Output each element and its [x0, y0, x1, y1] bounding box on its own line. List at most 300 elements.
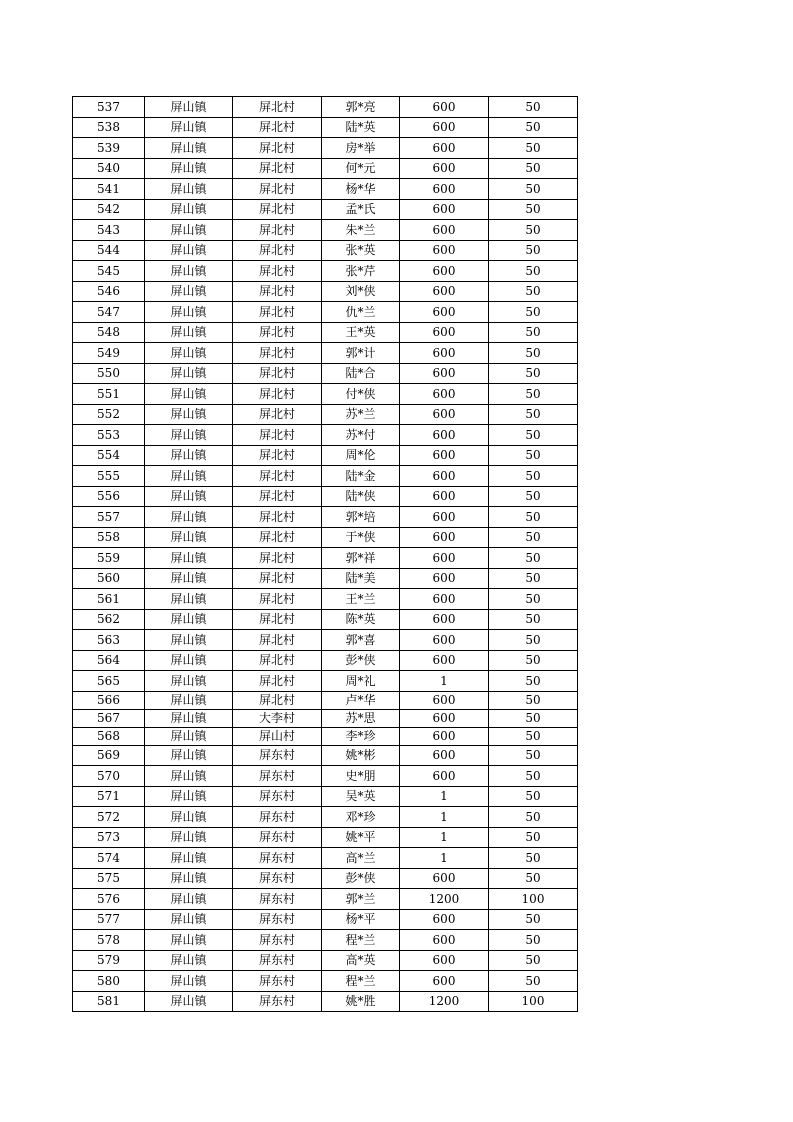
- cell-name: 房*举: [322, 138, 400, 159]
- cell-row-number: 564: [73, 650, 145, 671]
- cell-name: 苏*付: [322, 425, 400, 446]
- cell-name: 周*礼: [322, 671, 400, 692]
- table-row: [73, 363, 578, 384]
- cell-name: 陈*英: [322, 609, 400, 630]
- cell-row-number: 575: [73, 868, 145, 889]
- cell-town: 屏山镇: [145, 727, 233, 745]
- cell-amount: 600: [400, 709, 489, 727]
- cell-row-number: 574: [73, 848, 145, 869]
- cell-subsidy: 100: [489, 991, 578, 1012]
- cell-town: 屏山镇: [145, 766, 233, 787]
- cell-town: 屏山镇: [145, 848, 233, 869]
- table-row: [73, 827, 578, 848]
- cell-name: 陆*金: [322, 466, 400, 487]
- cell-amount: 600: [400, 158, 489, 179]
- cell-name: 姚*胜: [322, 991, 400, 1012]
- cell-row-number: 576: [73, 889, 145, 910]
- cell-row-number: 579: [73, 950, 145, 971]
- cell-town: 屏山镇: [145, 384, 233, 405]
- cell-name: 仇*兰: [322, 302, 400, 323]
- table-row: [73, 404, 578, 425]
- cell-village: 屏东村: [233, 909, 322, 930]
- table-row: [73, 302, 578, 323]
- cell-village: 屏东村: [233, 786, 322, 807]
- cell-row-number: 540: [73, 158, 145, 179]
- cell-subsidy: 50: [489, 404, 578, 425]
- table-row: [73, 650, 578, 671]
- cell-row-number: 557: [73, 507, 145, 528]
- cell-village: 屏北村: [233, 425, 322, 446]
- cell-village: 屏北村: [233, 445, 322, 466]
- cell-amount: 600: [400, 466, 489, 487]
- table-row: [73, 117, 578, 138]
- cell-town: 屏山镇: [145, 889, 233, 910]
- cell-amount: 600: [400, 97, 489, 118]
- cell-village: 屏东村: [233, 930, 322, 951]
- cell-name: 陆*美: [322, 568, 400, 589]
- cell-amount: 1: [400, 671, 489, 692]
- table-row: [73, 807, 578, 828]
- cell-village: 屏东村: [233, 950, 322, 971]
- cell-row-number: 571: [73, 786, 145, 807]
- cell-town: 屏山镇: [145, 281, 233, 302]
- cell-village: 屏东村: [233, 868, 322, 889]
- cell-village: 屏北村: [233, 199, 322, 220]
- cell-name: 王*英: [322, 322, 400, 343]
- table-row: [73, 445, 578, 466]
- cell-name: 苏*兰: [322, 404, 400, 425]
- cell-name: 刘*侠: [322, 281, 400, 302]
- cell-amount: 600: [400, 240, 489, 261]
- cell-town: 屏山镇: [145, 97, 233, 118]
- cell-row-number: 537: [73, 97, 145, 118]
- cell-subsidy: 50: [489, 548, 578, 569]
- table-row: [73, 568, 578, 589]
- cell-subsidy: 50: [489, 486, 578, 507]
- cell-village: 屏北村: [233, 589, 322, 610]
- cell-amount: 1: [400, 786, 489, 807]
- cell-name: 郭*亮: [322, 97, 400, 118]
- cell-amount: 600: [400, 630, 489, 651]
- cell-town: 屏山镇: [145, 158, 233, 179]
- cell-village: 屏北村: [233, 179, 322, 200]
- cell-village: 屏东村: [233, 745, 322, 766]
- cell-village: 屏东村: [233, 971, 322, 992]
- table-row: [73, 322, 578, 343]
- cell-subsidy: 50: [489, 745, 578, 766]
- cell-amount: 600: [400, 507, 489, 528]
- cell-name: 彭*侠: [322, 650, 400, 671]
- cell-subsidy: 50: [489, 507, 578, 528]
- cell-name: 何*元: [322, 158, 400, 179]
- cell-row-number: 553: [73, 425, 145, 446]
- cell-amount: 600: [400, 950, 489, 971]
- cell-village: 屏东村: [233, 848, 322, 869]
- cell-subsidy: 50: [489, 589, 578, 610]
- cell-village: 屏东村: [233, 766, 322, 787]
- cell-village: 屏东村: [233, 889, 322, 910]
- cell-name: 郭*喜: [322, 630, 400, 651]
- cell-village: 屏北村: [233, 486, 322, 507]
- cell-town: 屏山镇: [145, 527, 233, 548]
- cell-subsidy: 50: [489, 240, 578, 261]
- cell-row-number: 562: [73, 609, 145, 630]
- cell-name: 史*朋: [322, 766, 400, 787]
- cell-row-number: 567: [73, 709, 145, 727]
- cell-name: 杨*华: [322, 179, 400, 200]
- cell-village: 屏北村: [233, 404, 322, 425]
- cell-subsidy: 50: [489, 138, 578, 159]
- table-row: [73, 727, 578, 745]
- cell-name: 姚*彬: [322, 745, 400, 766]
- cell-village: 屏北村: [233, 568, 322, 589]
- cell-subsidy: 50: [489, 158, 578, 179]
- cell-subsidy: 50: [489, 786, 578, 807]
- cell-town: 屏山镇: [145, 589, 233, 610]
- cell-amount: 600: [400, 179, 489, 200]
- cell-town: 屏山镇: [145, 404, 233, 425]
- cell-name: 郭*兰: [322, 889, 400, 910]
- cell-subsidy: 50: [489, 868, 578, 889]
- table-row: [73, 950, 578, 971]
- cell-amount: 600: [400, 384, 489, 405]
- cell-town: 屏山镇: [145, 507, 233, 528]
- cell-amount: 1: [400, 848, 489, 869]
- cell-village: 屏北村: [233, 363, 322, 384]
- cell-village: 屏北村: [233, 220, 322, 241]
- cell-amount: 1: [400, 807, 489, 828]
- table-row: [73, 179, 578, 200]
- cell-amount: 600: [400, 727, 489, 745]
- cell-name: 程*兰: [322, 971, 400, 992]
- table-row: [73, 466, 578, 487]
- cell-subsidy: 50: [489, 117, 578, 138]
- cell-name: 高*兰: [322, 848, 400, 869]
- table-row: [73, 384, 578, 405]
- cell-name: 苏*思: [322, 709, 400, 727]
- cell-amount: 600: [400, 650, 489, 671]
- table-row: [73, 240, 578, 261]
- cell-subsidy: 50: [489, 466, 578, 487]
- cell-village: 屏北村: [233, 466, 322, 487]
- table-body: [73, 97, 578, 1012]
- cell-amount: 600: [400, 609, 489, 630]
- cell-town: 屏山镇: [145, 609, 233, 630]
- cell-town: 屏山镇: [145, 261, 233, 282]
- table-row: [73, 158, 578, 179]
- table-row: [73, 281, 578, 302]
- cell-row-number: 566: [73, 691, 145, 709]
- cell-name: 郭*祥: [322, 548, 400, 569]
- cell-row-number: 578: [73, 930, 145, 951]
- cell-amount: 600: [400, 909, 489, 930]
- cell-name: 杨*平: [322, 909, 400, 930]
- table-row: [73, 930, 578, 951]
- cell-town: 屏山镇: [145, 363, 233, 384]
- table-row: [73, 548, 578, 569]
- table-row: [73, 527, 578, 548]
- cell-town: 屏山镇: [145, 445, 233, 466]
- cell-amount: 600: [400, 568, 489, 589]
- cell-subsidy: 50: [489, 527, 578, 548]
- cell-subsidy: 50: [489, 630, 578, 651]
- cell-name: 高*英: [322, 950, 400, 971]
- cell-name: 陆*英: [322, 117, 400, 138]
- cell-town: 屏山镇: [145, 466, 233, 487]
- cell-row-number: 569: [73, 745, 145, 766]
- cell-subsidy: 50: [489, 671, 578, 692]
- cell-row-number: 568: [73, 727, 145, 745]
- cell-amount: 1200: [400, 889, 489, 910]
- cell-row-number: 559: [73, 548, 145, 569]
- cell-subsidy: 50: [489, 322, 578, 343]
- cell-subsidy: 50: [489, 950, 578, 971]
- cell-name: 郭*计: [322, 343, 400, 364]
- cell-amount: 600: [400, 527, 489, 548]
- cell-town: 屏山镇: [145, 568, 233, 589]
- cell-name: 李*珍: [322, 727, 400, 745]
- cell-amount: 600: [400, 930, 489, 951]
- cell-subsidy: 50: [489, 97, 578, 118]
- cell-town: 屏山镇: [145, 827, 233, 848]
- cell-row-number: 563: [73, 630, 145, 651]
- cell-amount: 600: [400, 589, 489, 610]
- cell-subsidy: 50: [489, 199, 578, 220]
- cell-row-number: 552: [73, 404, 145, 425]
- cell-town: 屏山镇: [145, 807, 233, 828]
- table-row: [73, 138, 578, 159]
- cell-village: 屏东村: [233, 991, 322, 1012]
- cell-subsidy: 50: [489, 727, 578, 745]
- cell-village: 屏北村: [233, 691, 322, 709]
- table-row: [73, 486, 578, 507]
- table-row: [73, 889, 578, 910]
- cell-village: 屏北村: [233, 671, 322, 692]
- cell-town: 屏山镇: [145, 199, 233, 220]
- cell-name: 孟*氏: [322, 199, 400, 220]
- cell-name: 于*侠: [322, 527, 400, 548]
- cell-amount: 600: [400, 302, 489, 323]
- cell-subsidy: 50: [489, 363, 578, 384]
- cell-amount: 1200: [400, 991, 489, 1012]
- cell-amount: 1: [400, 827, 489, 848]
- cell-amount: 600: [400, 261, 489, 282]
- cell-amount: 600: [400, 425, 489, 446]
- cell-row-number: 581: [73, 991, 145, 1012]
- cell-row-number: 548: [73, 322, 145, 343]
- cell-village: 屏东村: [233, 827, 322, 848]
- cell-subsidy: 50: [489, 709, 578, 727]
- cell-amount: 600: [400, 971, 489, 992]
- cell-row-number: 550: [73, 363, 145, 384]
- cell-name: 程*兰: [322, 930, 400, 951]
- cell-town: 屏山镇: [145, 630, 233, 651]
- cell-subsidy: 50: [489, 807, 578, 828]
- cell-town: 屏山镇: [145, 138, 233, 159]
- cell-village: 屏北村: [233, 117, 322, 138]
- cell-amount: 600: [400, 138, 489, 159]
- cell-subsidy: 50: [489, 691, 578, 709]
- cell-town: 屏山镇: [145, 486, 233, 507]
- table-row: [73, 199, 578, 220]
- cell-village: 屏北村: [233, 548, 322, 569]
- cell-subsidy: 50: [489, 766, 578, 787]
- cell-row-number: 539: [73, 138, 145, 159]
- cell-town: 屏山镇: [145, 548, 233, 569]
- cell-village: 屏北村: [233, 261, 322, 282]
- cell-town: 屏山镇: [145, 786, 233, 807]
- cell-village: 屏山村: [233, 727, 322, 745]
- cell-subsidy: 50: [489, 568, 578, 589]
- cell-amount: 600: [400, 404, 489, 425]
- cell-town: 屏山镇: [145, 240, 233, 261]
- cell-amount: 600: [400, 363, 489, 384]
- cell-town: 屏山镇: [145, 868, 233, 889]
- cell-subsidy: 50: [489, 827, 578, 848]
- cell-row-number: 561: [73, 589, 145, 610]
- cell-village: 屏东村: [233, 807, 322, 828]
- cell-village: 屏北村: [233, 281, 322, 302]
- cell-town: 屏山镇: [145, 425, 233, 446]
- cell-amount: 600: [400, 766, 489, 787]
- cell-town: 屏山镇: [145, 709, 233, 727]
- cell-row-number: 556: [73, 486, 145, 507]
- cell-town: 屏山镇: [145, 117, 233, 138]
- cell-row-number: 554: [73, 445, 145, 466]
- cell-name: 吴*英: [322, 786, 400, 807]
- cell-amount: 600: [400, 445, 489, 466]
- cell-amount: 600: [400, 322, 489, 343]
- cell-village: 屏北村: [233, 609, 322, 630]
- cell-subsidy: 50: [489, 909, 578, 930]
- table-row: [73, 971, 578, 992]
- cell-name: 姚*平: [322, 827, 400, 848]
- cell-name: 邓*珍: [322, 807, 400, 828]
- cell-subsidy: 50: [489, 930, 578, 951]
- cell-row-number: 573: [73, 827, 145, 848]
- cell-subsidy: 50: [489, 425, 578, 446]
- table-row: [73, 507, 578, 528]
- cell-row-number: 565: [73, 671, 145, 692]
- cell-village: 屏北村: [233, 322, 322, 343]
- cell-village: 屏北村: [233, 158, 322, 179]
- table-row: [73, 261, 578, 282]
- table-row: [73, 766, 578, 787]
- cell-name: 王*兰: [322, 589, 400, 610]
- cell-town: 屏山镇: [145, 343, 233, 364]
- table-row: [73, 691, 578, 709]
- cell-row-number: 549: [73, 343, 145, 364]
- cell-name: 付*侠: [322, 384, 400, 405]
- cell-row-number: 555: [73, 466, 145, 487]
- cell-town: 屏山镇: [145, 745, 233, 766]
- cell-village: 屏北村: [233, 630, 322, 651]
- cell-town: 屏山镇: [145, 930, 233, 951]
- table-row: [73, 786, 578, 807]
- cell-subsidy: 50: [489, 650, 578, 671]
- cell-name: 朱*兰: [322, 220, 400, 241]
- cell-row-number: 542: [73, 199, 145, 220]
- table-row: [73, 671, 578, 692]
- cell-town: 屏山镇: [145, 179, 233, 200]
- cell-village: 大李村: [233, 709, 322, 727]
- cell-village: 屏北村: [233, 527, 322, 548]
- cell-village: 屏北村: [233, 97, 322, 118]
- cell-town: 屏山镇: [145, 650, 233, 671]
- cell-name: 陆*侠: [322, 486, 400, 507]
- cell-amount: 600: [400, 281, 489, 302]
- table-row: [73, 909, 578, 930]
- cell-row-number: 572: [73, 807, 145, 828]
- cell-town: 屏山镇: [145, 302, 233, 323]
- cell-subsidy: 50: [489, 445, 578, 466]
- cell-row-number: 545: [73, 261, 145, 282]
- cell-row-number: 558: [73, 527, 145, 548]
- cell-row-number: 560: [73, 568, 145, 589]
- cell-subsidy: 50: [489, 281, 578, 302]
- cell-name: 张*英: [322, 240, 400, 261]
- cell-town: 屏山镇: [145, 322, 233, 343]
- cell-amount: 600: [400, 691, 489, 709]
- cell-amount: 600: [400, 486, 489, 507]
- cell-town: 屏山镇: [145, 991, 233, 1012]
- cell-subsidy: 100: [489, 889, 578, 910]
- cell-subsidy: 50: [489, 971, 578, 992]
- cell-village: 屏北村: [233, 138, 322, 159]
- cell-subsidy: 50: [489, 848, 578, 869]
- table-row: [73, 868, 578, 889]
- cell-name: 郭*培: [322, 507, 400, 528]
- cell-town: 屏山镇: [145, 220, 233, 241]
- data-table: [72, 96, 578, 1012]
- cell-name: 周*伦: [322, 445, 400, 466]
- cell-village: 屏北村: [233, 650, 322, 671]
- cell-amount: 600: [400, 220, 489, 241]
- cell-row-number: 551: [73, 384, 145, 405]
- cell-subsidy: 50: [489, 609, 578, 630]
- cell-town: 屏山镇: [145, 909, 233, 930]
- cell-town: 屏山镇: [145, 671, 233, 692]
- cell-name: 陆*合: [322, 363, 400, 384]
- table-row: [73, 991, 578, 1012]
- cell-village: 屏北村: [233, 384, 322, 405]
- cell-name: 彭*侠: [322, 868, 400, 889]
- cell-town: 屏山镇: [145, 950, 233, 971]
- cell-subsidy: 50: [489, 343, 578, 364]
- cell-village: 屏北村: [233, 507, 322, 528]
- table-row: [73, 609, 578, 630]
- table-row: [73, 630, 578, 651]
- table-row: [73, 848, 578, 869]
- cell-subsidy: 50: [489, 220, 578, 241]
- cell-village: 屏北村: [233, 240, 322, 261]
- table-row: [73, 343, 578, 364]
- cell-row-number: 543: [73, 220, 145, 241]
- cell-row-number: 577: [73, 909, 145, 930]
- cell-village: 屏北村: [233, 343, 322, 364]
- cell-name: 张*芹: [322, 261, 400, 282]
- table-row: [73, 220, 578, 241]
- table-row: [73, 425, 578, 446]
- cell-row-number: 538: [73, 117, 145, 138]
- cell-row-number: 544: [73, 240, 145, 261]
- cell-town: 屏山镇: [145, 971, 233, 992]
- cell-town: 屏山镇: [145, 691, 233, 709]
- cell-row-number: 570: [73, 766, 145, 787]
- cell-subsidy: 50: [489, 384, 578, 405]
- table-row: [73, 97, 578, 118]
- cell-subsidy: 50: [489, 302, 578, 323]
